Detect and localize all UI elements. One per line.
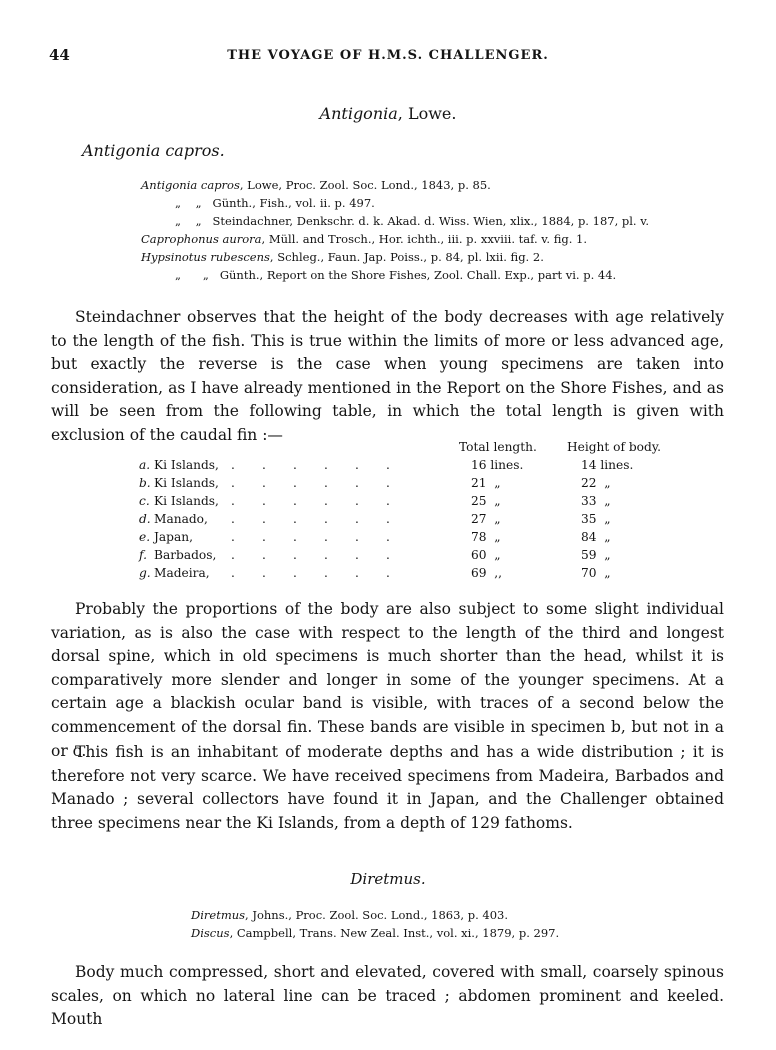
ditto-mark: „ „ (175, 268, 209, 282)
row-letter: f. (139, 548, 147, 562)
row-height: 70 „ (581, 566, 611, 580)
paragraph-text: Probably the proportions of the body are also subject to some slight individual variation, as is also the case with respect to the length of the third and longest dorsal spine, which in old specimens is much shorter than the head, whilst it is comparatively more slender and longer in some of the younger specimens. At a certain age a blackish ocular band is visible, with traces of a second below the commencement of the dorsal fin. These bands are visible in specimen b, but not in a or c. (51, 600, 724, 760)
row-place: Japan, (154, 530, 193, 544)
page-number: 44 (49, 46, 70, 64)
row-height: 22 „ (581, 476, 611, 490)
row-place: Manado, (154, 512, 208, 526)
row-letter: b. (139, 476, 151, 490)
synonym-ref: , Johns., Proc. Zool. Soc. Lond., 1863, p. 403. (245, 908, 509, 922)
row-place: Ki Islands, (154, 458, 219, 472)
synonym-name: Discus (191, 926, 230, 940)
measurement-table (0, 440, 776, 590)
row-height: 84 „ (581, 530, 611, 544)
synonym-ref: , Lowe, Proc. Zool. Soc. Lond., 1843, p. 85. (239, 178, 491, 192)
synonym-ref: Steindachner, Denkschr. d. k. Akad. d. Wiss. Wien, xlix., 1884, p. 187, pl. v. (212, 214, 650, 228)
leader-dots: . . . . . . (231, 512, 390, 526)
genus-author: , Lowe. (397, 104, 457, 123)
running-title: THE VOYAGE OF H.M.S. CHALLENGER. (227, 48, 549, 63)
leader-dots: . . . . . . (231, 476, 390, 490)
synonym-name: Diretmus (191, 908, 246, 922)
row-height: 35 „ (581, 512, 611, 526)
row-length: 27 „ (471, 512, 501, 526)
species-heading: Antigonia capros. (82, 141, 225, 160)
synonym-line (141, 250, 544, 264)
row-letter: e. (139, 530, 151, 544)
synonym-ref: , Campbell, Trans. New Zeal. Inst., vol. xi., 1879, p. 297. (229, 926, 560, 940)
ditto-mark: „ „ (175, 196, 202, 210)
synonym-line (175, 196, 375, 210)
synonym-line (175, 268, 616, 282)
synonym-line (141, 232, 587, 246)
genus-heading-diretmus: Diretmus. (350, 870, 426, 888)
row-length: 78 „ (471, 530, 501, 544)
synonym-name: Caprophonus aurora (141, 232, 262, 246)
paragraph-text: Body much compressed, short and elevated, covered with small, coarsely spinous scales, on which no lateral line can be traced ; abdomen prominent and keeled. Mouth (51, 963, 724, 1029)
row-place: Barbados, (154, 548, 217, 562)
synonym-name: Antigonia capros (141, 178, 240, 192)
synonym-line (141, 178, 491, 192)
row-length: 60 „ (471, 548, 501, 562)
row-length: 69 ,, (471, 566, 503, 580)
column-header-total-length: Total length. (459, 440, 537, 454)
paragraph-text: This fish is an inhabitant of moderate depths and has a wide distribution ; it is therefore not very scarce. We have received specimens from Madeira, Barbados and Manado ; several collectors have found it in Japan, and the Challenger obtained three specimens near the Ki Islands, from a depth of 129 fathoms. (51, 743, 724, 832)
row-length: 21 „ (471, 476, 501, 490)
row-place: Madeira, (154, 566, 210, 580)
leader-dots: . . . . . . (231, 494, 390, 508)
paragraph (51, 306, 724, 448)
paragraph-text: Steindachner observes that the height of the body decreases with age relatively to the length of the fish. This is true within the limits of more or less advanced age, but exactly the reverse is the case when young specimens are taken into consideration, as I have already mentioned in the Report on the Shore Fishes, and as will be seen from the following table, in which the total length is given with exclusion of the caudal fin :— (51, 308, 724, 444)
row-letter: a. (139, 458, 151, 472)
row-letter: d. (139, 512, 151, 526)
row-height: 33 „ (581, 494, 611, 508)
synonym-ref: , Schleg., Faun. Jap. Poiss., p. 84, pl. lxii. fig. 2. (269, 250, 544, 264)
genus-heading-antigonia (0, 104, 776, 123)
leader-dots: . . . . . . (231, 566, 390, 580)
leader-dots: . . . . . . (231, 548, 390, 562)
row-letter: c. (139, 494, 150, 508)
paragraph (51, 961, 724, 1032)
paragraph (51, 741, 724, 835)
row-place: Ki Islands, (154, 476, 219, 490)
leader-dots: . . . . . . (231, 530, 390, 544)
genus-name: Antigonia (319, 104, 398, 123)
row-height: 14 lines. (581, 458, 634, 472)
row-place: Ki Islands, (154, 494, 219, 508)
ditto-mark: „ „ (175, 214, 202, 228)
paragraph (51, 598, 724, 763)
row-length: 25 „ (471, 494, 501, 508)
synonym-ref: , Müll. and Trosch., Hor. ichth., iii. p. xxviii. taf. v. fig. 1. (261, 232, 588, 246)
row-length: 16 lines. (471, 458, 524, 472)
column-header-height: Height of body. (567, 440, 661, 454)
synonym-line (175, 214, 649, 228)
synonym-name: Hypsinotus rubescens (141, 250, 270, 264)
leader-dots: . . . . . . (231, 458, 390, 472)
row-height: 59 „ (581, 548, 611, 562)
row-letter: g. (139, 566, 151, 580)
synonym-ref: Günth., Fish., vol. ii. p. 497. (212, 196, 375, 210)
synonym-ref: Günth., Report on the Shore Fishes, Zool. Chall. Exp., part vi. p. 44. (219, 268, 617, 282)
synonym-line (191, 908, 508, 922)
synonym-line (191, 926, 559, 940)
